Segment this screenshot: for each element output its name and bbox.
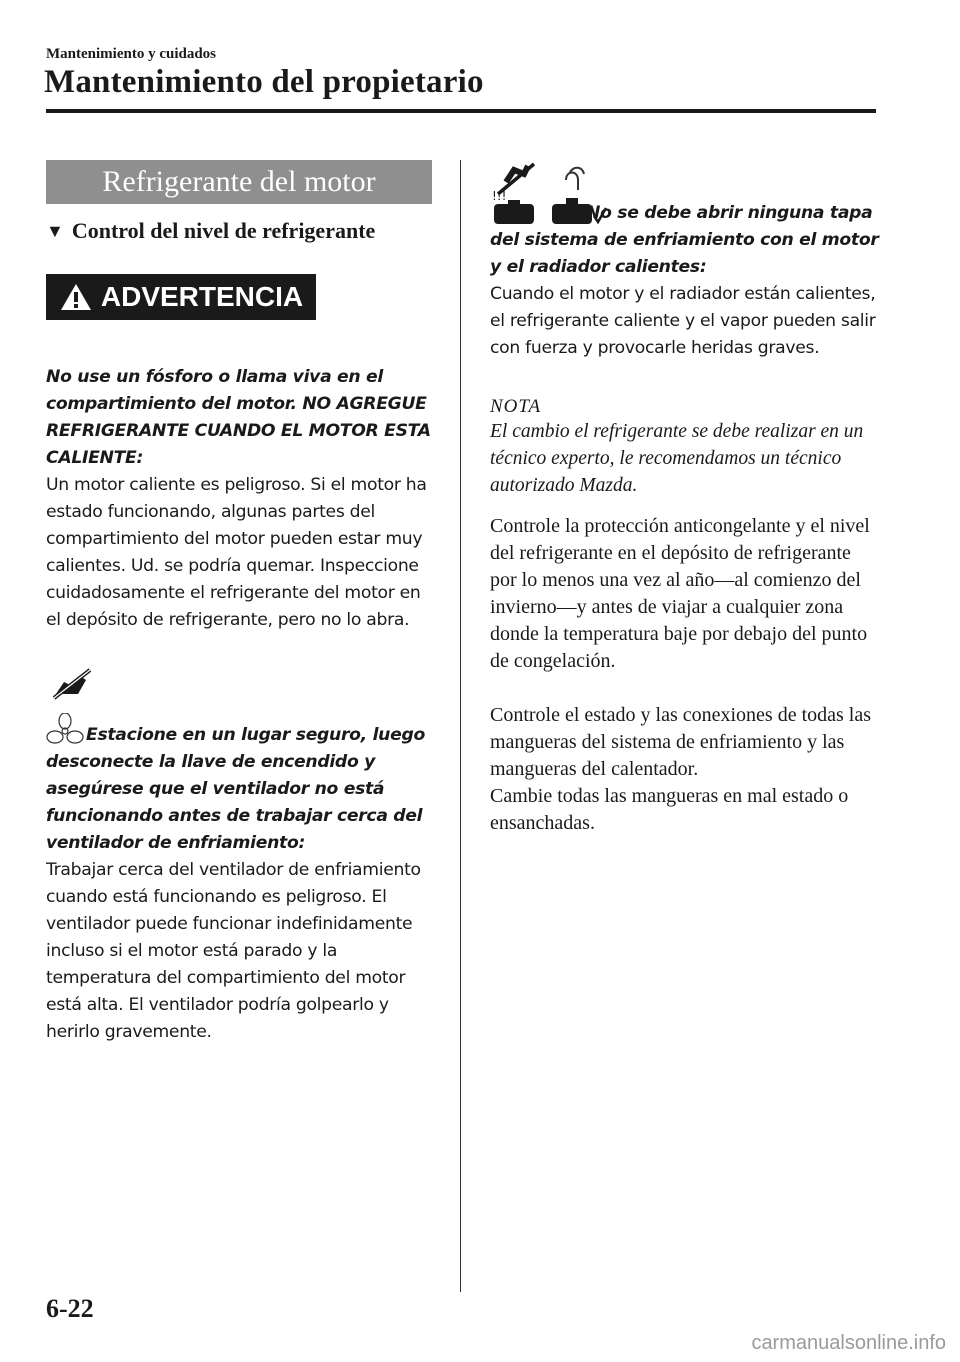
triangle-down-icon: ▼ [46, 220, 64, 241]
note-text: El cambio el refrigerante se debe realizar en un técnico experto, le recomendamos un técnico autorizado Mazda. [490, 421, 864, 496]
no-open-hot-radiator-icon [490, 162, 538, 226]
warning-2-title: Estacione en un lugar seguro, luego desconecte la llave de encendido y asegúrese que el ventilador no está funcionando antes de trabajar cerca del ventilador de enfriamiento: [46, 725, 425, 853]
warning-1-text: Un motor caliente es peligroso. Si el motor ha estado funcionando, algunas partes del compartimiento del motor pueden estar muy calientes. Ud. se podría quemar. Inspeccione cuidadosamente el refrigerante del motor en el depósito de refrigerante, pero no lo abra. [46, 475, 427, 630]
column-divider [460, 160, 461, 1292]
watermark: carmanualsonline.info [751, 1332, 946, 1354]
fan-icons [46, 668, 436, 1046]
warning-label: ADVERTENCIA [100, 281, 304, 312]
right-column [490, 160, 880, 837]
warning-3-text: Cuando el motor y el radiador están calientes, el refrigerante caliente y el vapor pueden salir con fuerza y provocarle heridas graves. [490, 284, 876, 358]
header-rule [46, 109, 876, 113]
section-title: Mantenimiento del propietario [44, 64, 484, 100]
warning-1-title: No use un fósforo o llama viva en el compartimiento del motor. NO AGREGUE REFRIGERANTE CUANDO EL MOTOR ESTA CALIENTE: [46, 367, 431, 468]
topic-banner: Refrigerante del motor [46, 160, 432, 204]
svg-text:!!!: !!! [492, 189, 507, 203]
page-number: 6-22 [46, 1294, 94, 1323]
paragraph-hoses: Controle el estado y las conexiones de todas las mangueras del sistema de enfriamiento y las mangueras del calentador. [490, 704, 872, 780]
warning-3-title: No se debe abrir ninguna tapa del sistema de enfriamiento con el motor y el radiador calientes: [490, 203, 879, 277]
warning-badge [46, 274, 316, 320]
warning-block-1 [46, 364, 436, 634]
paragraph-antifreeze: Controle la protección anticongelante y el nivel del refrigerante en el depósito de refrigerante por lo menos una vez al año—al comienzo del invierno—y antes de viajar a cualquier zona donde la temperatura baje por debajo del punto de congelación. [490, 515, 870, 672]
subheading [46, 218, 436, 244]
warning-2-text: Trabajar cerca del ventilador de enfriamiento cuando está funcionando es peligroso. El ventilador puede funcionar indefinidamente incluso si el motor está parado y la temperatura del compartimiento del motor está alta. El ventilador podría golpearlo y herirlo gravemente. [46, 860, 421, 1042]
chapter-title: Mantenimiento y cuidados [46, 46, 217, 62]
no-touch-fan-icon [50, 668, 94, 700]
fan-icon [46, 713, 84, 749]
note-title: NOTA [490, 396, 542, 417]
warning-icon [59, 282, 93, 312]
paragraph-replace-hoses: Cambie todas las mangueras en mal estado o ensanchadas. [490, 785, 849, 834]
subheading-text: Control del nivel de refrigerante [71, 218, 376, 243]
left-column [46, 160, 436, 1046]
